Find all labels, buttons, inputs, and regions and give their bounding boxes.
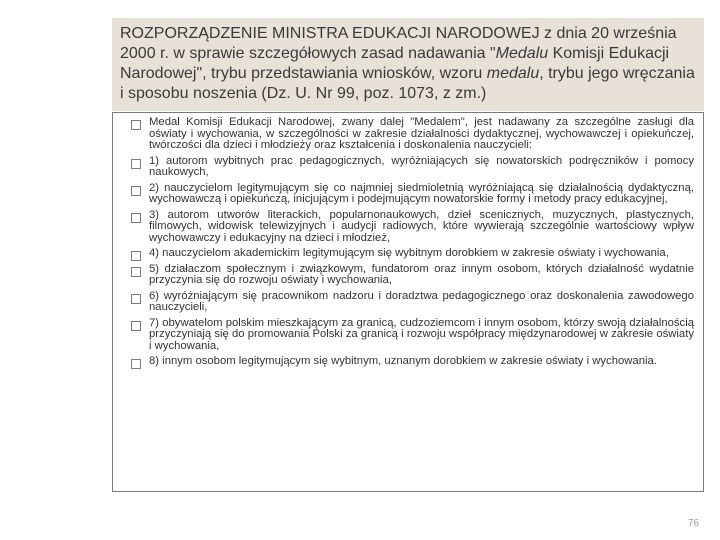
list-item [131,117,694,152]
list-item [131,248,694,260]
square-bullet-icon [131,186,141,196]
page-number: 76 [688,518,700,529]
title-part-1: ROZPORZĄDZENIE MINISTRA EDUKACJI NARODOWEJ z dnia 20 września 2000 r. w sprawie szczegółowych zasad nadawania " [120,25,677,62]
list-item-text: 1) autorom wybitnych prac pedagogicznych, wyróżniających się nowatorskich podręczników i pomocy naukowych, [149,154,694,178]
title-part-3: , trybu jego wręczania i sposobu noszenia (Dz. U. Nr 99, poz. 1073, z zm.) [120,65,695,102]
list-item-text: Medal Komisji Edukacji Narodowej, zwany dalej "Medalem", jest nadawany za szczególne zasługi dla oświaty i wychowania, w szczególności w zakresie działalności dydaktycznej, wychowawczej i opiekuńczej, twórczości dla dzieci i młodzieży oraz kształcenia i doskonalenia nauczycieli: [149,116,694,151]
list-item-text: 3) autorom utworów literackich, popularnonaukowych, dzieł scenicznych, muzycznych, plastycznych, filmowych, widowisk telewizyjnych i audycji radiowych, które wywierają szczególnie wartościowy wpływ wychowawczy i edukacyjny na dzieci i młodzież, [149,208,694,244]
square-bullet-icon [131,294,141,304]
list-item-text: 4) nauczycielom akademickim legitymującym się wybitnym dorobkiem w zakresie oświaty i wychowania, [149,247,669,259]
list-item [131,183,694,206]
list-item-text: 5) działaczom społecznym i związkowym, fundatorom oraz innym osobom, których działalność wydatnie przyczynia się do rozwoju oświaty i wychowania, [149,262,694,286]
list-item [131,318,694,353]
square-bullet-icon [131,267,141,277]
title-box [112,18,704,111]
list-item-text: 2) nauczycielom legitymującym się co najmniej siedmioletnią wyróżniającą się działalnością dydaktyczną, wychowawczą i opiekuńczą, inicjującym i podejmującym nowatorskie formy i metody pracy edukacyjnej, [149,181,694,205]
list-item-text: 7) obywatelom polskim mieszkającym za granicą, cudzoziemcom i innym osobom, którzy swoją działalnością przyczyniają się do promowania Polski za granicą i rozwoju współpracy międzynarodowej w zakresie oświaty i wychowania, [149,316,694,352]
bullet-list [131,117,694,372]
list-item [131,356,694,368]
slide-title [120,24,700,104]
list-item [131,210,694,245]
title-italic-medalu-lower: medalu [486,65,540,82]
list-item [131,156,694,179]
square-bullet-icon [131,213,141,223]
title-italic-medalu: Medalu [495,45,549,62]
content-box [112,112,704,492]
square-bullet-icon [131,159,141,169]
square-bullet-icon [131,120,141,130]
square-bullet-icon [131,359,141,369]
list-item [131,264,694,287]
list-item-text: 6) wyróżniającym się pracownikom nadzoru i doradztwa pedagogicznego oraz doskonalenia zawodowego nauczycieli, [149,289,694,313]
list-item-text: 8) innym osobom legitymującym się wybitnym, uznanym dorobkiem w zakresie oświaty i wychowania. [149,355,657,367]
list-item [131,291,694,314]
square-bullet-icon [131,321,141,331]
square-bullet-icon [131,251,141,261]
title-part-2: Komisji Edukacji Narodowej", trybu przedstawiania wniosków, wzoru [120,45,670,82]
